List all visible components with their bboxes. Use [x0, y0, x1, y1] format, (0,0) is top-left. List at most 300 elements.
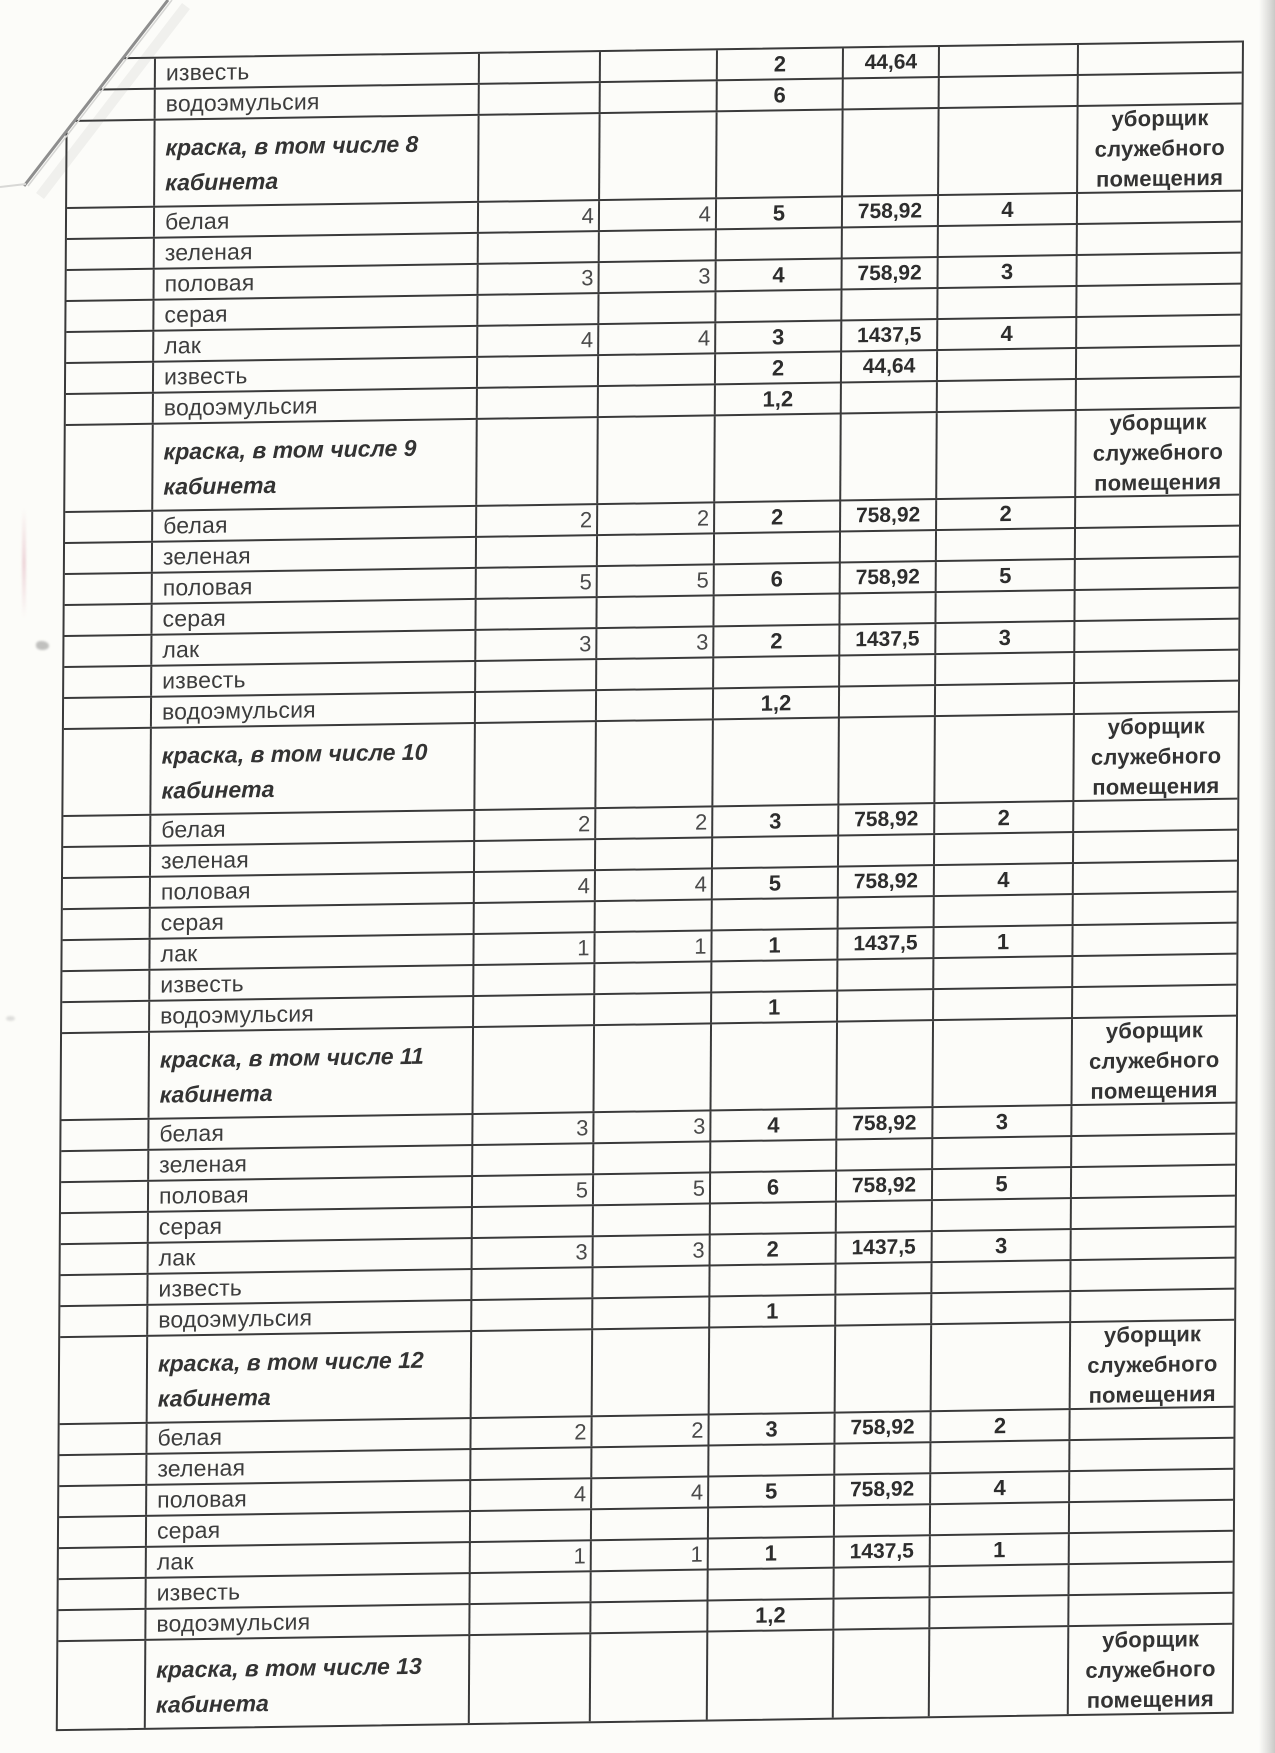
price-cell: [842, 351, 938, 381]
cell-value: 1437,5: [855, 626, 920, 651]
price-cell: [836, 1294, 932, 1324]
value-b-cell: [601, 50, 718, 81]
price-cell: [843, 196, 939, 226]
cell-value: 1,2: [755, 1601, 786, 1628]
worker-cell: [1074, 831, 1237, 862]
cell-value: 1437,5: [851, 1234, 916, 1259]
scan-speck-artifact: [36, 641, 49, 650]
worker-cell: [1076, 496, 1239, 527]
price-cell: [835, 1505, 931, 1535]
material-label: зеленая: [159, 1150, 248, 1178]
quantity-cell: [716, 321, 842, 352]
value-c-cell: [936, 591, 1075, 622]
value-b-cell: [594, 1173, 711, 1204]
material-label: водоэмульсия: [165, 88, 320, 117]
row-index-cell: [62, 940, 150, 970]
price-cell: [838, 959, 934, 989]
price-cell: [839, 866, 935, 896]
cell-value: 1437,5: [849, 1538, 914, 1563]
material-name-cell: [152, 600, 476, 634]
price-cell: [838, 990, 934, 1020]
material-label: серая: [156, 1516, 221, 1544]
row-index-cell: [67, 239, 155, 269]
material-name-cell: [149, 1208, 473, 1242]
value-a-cell: [474, 995, 595, 1026]
cell-value: 758,92: [853, 868, 919, 893]
value-c-cell: [940, 76, 1079, 107]
value-c-cell: [932, 1323, 1072, 1410]
cell-value: 5: [575, 1176, 589, 1202]
value-a-cell: [473, 1144, 594, 1175]
material-label: белая: [161, 815, 226, 843]
price-cell: [834, 1629, 931, 1717]
value-a-cell: [480, 83, 601, 114]
value-b-cell: [598, 534, 715, 565]
row-index-cell: [64, 605, 152, 635]
cell-value: 4: [997, 866, 1010, 892]
page-edge-shadow: [1259, 0, 1275, 1753]
quantity-cell: [713, 806, 839, 837]
worker-cell: [1071, 1321, 1235, 1408]
row-index-cell: [61, 1151, 149, 1181]
worker-title-line: помещения: [1088, 1380, 1216, 1408]
cell-value: 6: [770, 565, 783, 592]
value-b-cell: [599, 323, 716, 354]
worker-cell: [1075, 651, 1238, 682]
value-b-cell: [597, 596, 714, 627]
quantity-cell: [716, 352, 842, 383]
fold-area: [0, 0, 168, 186]
cell-value: 1: [690, 1541, 703, 1567]
value-b-cell: [595, 993, 712, 1024]
cell-value: 1437,5: [857, 322, 922, 347]
worker-cell: [1077, 378, 1240, 409]
quantity-cell: [718, 48, 844, 79]
price-cell: [843, 258, 939, 288]
value-a-cell: [476, 629, 597, 660]
value-b-cell: [600, 230, 717, 261]
value-a-cell: [471, 1448, 592, 1479]
material-name-cell: [148, 1270, 472, 1304]
price-cell: [839, 804, 935, 834]
price-cell: [841, 562, 937, 592]
cell-value: 5: [579, 568, 592, 594]
row-index-cell: [64, 698, 152, 728]
materials-table: [56, 41, 1244, 1732]
quantity-cell: [712, 961, 838, 992]
section-header-row: [58, 1625, 1233, 1729]
cell-value: 2: [579, 506, 593, 532]
row-index-cell: [63, 816, 151, 846]
value-a-cell: [473, 1206, 594, 1237]
value-a-cell: [479, 232, 600, 263]
cell-value: 44,64: [862, 353, 916, 378]
row-index-cell: [65, 543, 153, 573]
material-name-cell: [153, 569, 477, 603]
material-name-cell: [150, 935, 474, 969]
quantity-cell: [711, 1141, 837, 1172]
worker-cell: [1069, 1594, 1232, 1625]
row-index-cell: [60, 1306, 148, 1336]
price-cell: [837, 1170, 933, 1200]
value-b-cell: [596, 838, 713, 869]
value-b-cell: [594, 1235, 711, 1266]
material-label: белая: [159, 1119, 225, 1147]
worker-cell: [1072, 1104, 1235, 1135]
material-name-cell: [147, 1574, 471, 1608]
worker-title-line: служебного: [1089, 1046, 1220, 1074]
cell-value: 6: [773, 81, 786, 108]
section-title-line: краска, в том числе 10: [161, 738, 428, 769]
material-name-cell: [149, 1177, 473, 1211]
cell-value: 3: [1000, 258, 1014, 284]
value-c-cell: [938, 349, 1077, 380]
value-b-cell: [598, 416, 716, 503]
material-label: водоэмульсия: [163, 392, 318, 421]
worker-title-line: уборщик: [1102, 1625, 1200, 1653]
worker-title-line: помещения: [1092, 772, 1220, 800]
cell-value: 4: [698, 200, 712, 227]
value-b-cell: [598, 565, 715, 596]
cell-value: 1: [768, 931, 781, 958]
value-b-cell: [591, 1601, 708, 1632]
row-index-cell: [66, 301, 154, 331]
row-index-cell: [60, 1275, 148, 1305]
row-index-cell: [59, 1486, 147, 1516]
material-label: известь: [160, 970, 244, 998]
cell-value: 3: [575, 1238, 588, 1264]
value-c-cell: [936, 653, 1075, 684]
price-cell: [837, 1232, 933, 1262]
worker-cell: [1077, 347, 1240, 378]
value-c-cell: [933, 1106, 1072, 1137]
material-label: лак: [164, 331, 202, 359]
row-index-cell: [58, 1641, 147, 1729]
cell-value: 758,92: [857, 260, 922, 285]
quantity-cell: [715, 533, 841, 564]
value-a-cell: [471, 1479, 592, 1510]
material-name-cell: [151, 811, 475, 845]
material-name-cell: [147, 1481, 471, 1515]
cell-value: 2: [770, 503, 784, 530]
value-c-cell: [938, 318, 1077, 349]
material-name-cell: [153, 538, 477, 572]
material-name-cell: [152, 693, 476, 727]
worker-title-line: уборщик: [1105, 1016, 1204, 1044]
material-label: половая: [164, 269, 255, 297]
material-label: известь: [158, 1274, 243, 1302]
material-label: серая: [164, 300, 228, 328]
section-title-line: кабинета: [165, 167, 279, 196]
value-c-cell: [931, 1534, 1070, 1565]
worker-title-line: служебного: [1090, 742, 1222, 770]
material-name-cell: [155, 234, 479, 268]
value-b-cell: [595, 931, 712, 962]
worker-cell: [1070, 1470, 1233, 1501]
value-a-cell: [474, 933, 595, 964]
worker-title-line: уборщик: [1107, 712, 1205, 740]
value-b-cell: [597, 627, 714, 658]
cell-value: 3: [692, 1237, 705, 1263]
cell-value: 3: [696, 628, 709, 655]
value-b-cell: [599, 292, 716, 323]
value-a-cell: [472, 1268, 593, 1299]
value-a-cell: [472, 1299, 593, 1330]
row-index-cell: [63, 878, 151, 908]
quantity-cell: [713, 837, 839, 868]
quantity-cell: [715, 502, 841, 533]
price-cell: [842, 289, 938, 319]
material-name-cell: [150, 997, 474, 1031]
price-cell: [835, 1536, 931, 1566]
value-b-cell: [596, 869, 713, 900]
scan-streak-artifact: [22, 508, 26, 618]
price-cell: [835, 1443, 931, 1473]
cell-value: 1: [577, 934, 590, 960]
material-name-cell: [149, 1239, 473, 1273]
value-a-cell: [473, 1175, 594, 1206]
row-index-cell: [60, 1337, 149, 1423]
material-name-cell: [148, 1332, 473, 1422]
cell-value: 4: [993, 1474, 1006, 1500]
row-index-cell: [66, 332, 154, 362]
section-title-line: краска, в том числе 9: [163, 434, 417, 465]
value-b-cell: [592, 1477, 709, 1508]
value-a-cell: [471, 1510, 592, 1541]
value-b-cell: [597, 658, 714, 689]
value-a-cell: [475, 840, 596, 871]
worker-title-line: служебного: [1087, 1350, 1218, 1378]
row-index-cell: [59, 1424, 147, 1454]
section-title-line: краска, в том числе 11: [159, 1042, 424, 1073]
section-title-line: краска, в том числе 13: [156, 1652, 422, 1683]
cell-value: 758,92: [857, 198, 923, 223]
worker-title-line: помещения: [1086, 1685, 1215, 1713]
cell-value: 2: [574, 1418, 587, 1444]
value-c-cell: [931, 1441, 1070, 1472]
cell-value: 3: [693, 1113, 706, 1139]
cell-value: 1: [694, 933, 707, 959]
value-b-cell: [592, 1539, 709, 1570]
value-b-cell: [592, 1570, 709, 1601]
row-index-cell: [63, 847, 151, 877]
quantity-cell: [717, 259, 843, 290]
worker-cell: [1070, 1501, 1233, 1532]
price-cell: [841, 500, 937, 530]
quantity-cell: [711, 1234, 837, 1265]
value-a-cell: [478, 325, 599, 356]
value-b-cell: [595, 962, 712, 993]
price-cell: [835, 1412, 931, 1442]
section-title-line: краска, в том числе 8: [165, 130, 419, 161]
material-name-cell: [154, 296, 478, 330]
material-label: водоэмульсия: [158, 1304, 313, 1333]
worker-cell: [1072, 1017, 1236, 1104]
value-a-cell: [476, 691, 597, 722]
value-c-cell: [934, 926, 1073, 957]
value-a-cell: [475, 902, 596, 933]
material-name-cell: [149, 1115, 473, 1149]
row-index-cell: [62, 1033, 151, 1119]
section-title-line: кабинета: [157, 1383, 271, 1412]
value-a-cell: [475, 722, 597, 809]
cell-value: 1: [996, 928, 1010, 954]
cell-value: 2: [770, 627, 783, 654]
value-c-cell: [934, 957, 1073, 988]
material-label: лак: [156, 1548, 194, 1575]
value-c-cell: [935, 895, 1074, 926]
material-name-cell: [149, 1146, 473, 1180]
cell-value: 5: [692, 1175, 706, 1201]
value-a-cell: [478, 387, 599, 418]
quantity-cell: [709, 1476, 835, 1507]
row-index-cell: [67, 270, 155, 300]
cell-value: 758,92: [855, 502, 921, 527]
cell-value: 4: [577, 872, 590, 898]
material-label: белая: [157, 1423, 223, 1451]
material-label: водоэмульсия: [161, 696, 316, 725]
value-a-cell: [474, 964, 595, 995]
value-c-cell: [940, 45, 1079, 76]
value-b-cell: [592, 1415, 709, 1446]
value-a-cell: [475, 871, 596, 902]
worker-cell: [1079, 74, 1242, 105]
value-b-cell: [592, 1508, 709, 1539]
cell-value: 3: [581, 264, 594, 290]
material-name-cell: [150, 1028, 475, 1118]
row-index-cell: [59, 1579, 147, 1609]
worker-cell: [1072, 1166, 1235, 1197]
worker-title-line: помещения: [1090, 1076, 1218, 1104]
price-cell: [844, 47, 940, 77]
value-b-cell: [601, 81, 718, 112]
price-cell: [842, 320, 938, 350]
cell-value: 2: [577, 810, 591, 836]
material-name-cell: [154, 358, 478, 392]
value-a-cell: [470, 1603, 591, 1634]
material-name-cell: [147, 1512, 471, 1546]
material-label: лак: [158, 1244, 196, 1271]
value-b-cell: [599, 354, 716, 385]
material-name-cell: [147, 1450, 471, 1484]
material-name-cell: [151, 842, 475, 876]
cell-value: 44,64: [864, 49, 918, 74]
price-cell: [843, 227, 939, 257]
value-b-cell: [600, 261, 717, 292]
worker-title-line: уборщик: [1109, 408, 1207, 436]
cell-value: 2: [993, 1412, 1007, 1438]
material-label: лак: [162, 636, 200, 663]
value-c-cell: [935, 802, 1074, 833]
value-a-cell: [471, 1417, 592, 1448]
price-cell: [839, 897, 935, 927]
value-c-cell: [938, 380, 1077, 411]
cell-value: 6: [766, 1173, 780, 1200]
material-name-cell: [152, 631, 476, 665]
cell-value: 2: [773, 50, 787, 76]
value-a-cell: [473, 1113, 594, 1144]
material-name-cell: [146, 1605, 470, 1639]
material-label: половая: [158, 1181, 249, 1209]
cell-value: 758,92: [855, 564, 920, 589]
row-index-cell: [66, 394, 154, 424]
material-name-cell: [155, 265, 479, 299]
cell-value: 2: [999, 500, 1012, 526]
quantity-cell: [708, 1600, 834, 1631]
quantity-cell: [718, 79, 844, 110]
cell-value: 3: [579, 630, 592, 656]
cell-value: 2: [691, 1417, 704, 1443]
value-b-cell: [591, 1632, 709, 1721]
cell-value: 2: [694, 808, 708, 835]
quantity-cell: [709, 1507, 835, 1538]
value-a-cell: [477, 536, 598, 567]
value-b-cell: [593, 1328, 711, 1415]
value-b-cell: [596, 807, 713, 838]
value-b-cell: [600, 199, 717, 230]
quantity-cell: [717, 197, 843, 228]
cell-value: 3: [772, 323, 785, 350]
worker-cell: [1076, 409, 1240, 496]
quantity-cell: [712, 930, 838, 961]
price-cell: [836, 1263, 932, 1293]
quantity-cell: [710, 1296, 836, 1327]
quantity-cell: [714, 595, 840, 626]
worker-title-line: уборщик: [1111, 104, 1209, 131]
quantity-cell: [708, 1631, 835, 1720]
cell-value: 4: [767, 1111, 780, 1138]
worker-cell: [1071, 1290, 1234, 1321]
quantity-cell: [712, 992, 838, 1023]
value-a-cell: [477, 418, 599, 505]
price-cell: [835, 1474, 931, 1504]
quantity-cell: [715, 564, 841, 595]
value-b-cell: [595, 1024, 713, 1111]
row-index-cell: [65, 425, 154, 511]
cell-value: 5: [999, 562, 1012, 588]
price-cell: [840, 593, 936, 623]
worker-cell: [1076, 527, 1239, 558]
material-name-cell: [153, 507, 477, 541]
row-index-cell: [58, 1610, 146, 1640]
cell-value: 1,2: [760, 689, 792, 716]
worker-cell: [1070, 1532, 1233, 1563]
value-c-cell: [935, 715, 1075, 802]
cell-value: 3: [576, 1114, 589, 1140]
value-c-cell: [933, 1137, 1072, 1168]
quantity-cell: [717, 110, 844, 197]
quantity-cell: [712, 1023, 839, 1110]
quantity-cell: [714, 688, 840, 719]
quantity-cell: [716, 383, 842, 414]
worker-cell: [1079, 43, 1242, 74]
quantity-cell: [709, 1538, 835, 1569]
cell-value: 4: [573, 1480, 587, 1506]
worker-cell: [1074, 800, 1237, 831]
value-a-cell: [475, 809, 596, 840]
material-name-cell: [147, 1419, 471, 1453]
cell-value: 1: [767, 993, 781, 1020]
material-name-cell: [154, 327, 478, 361]
worker-cell: [1072, 1135, 1235, 1166]
material-name-cell: [151, 873, 475, 907]
worker-cell: [1077, 316, 1240, 347]
cell-value: 1: [573, 1542, 586, 1568]
value-c-cell: [933, 1230, 1072, 1261]
cell-value: 5: [772, 199, 786, 226]
material-name-cell: [148, 1301, 472, 1335]
quantity-cell: [711, 1172, 837, 1203]
